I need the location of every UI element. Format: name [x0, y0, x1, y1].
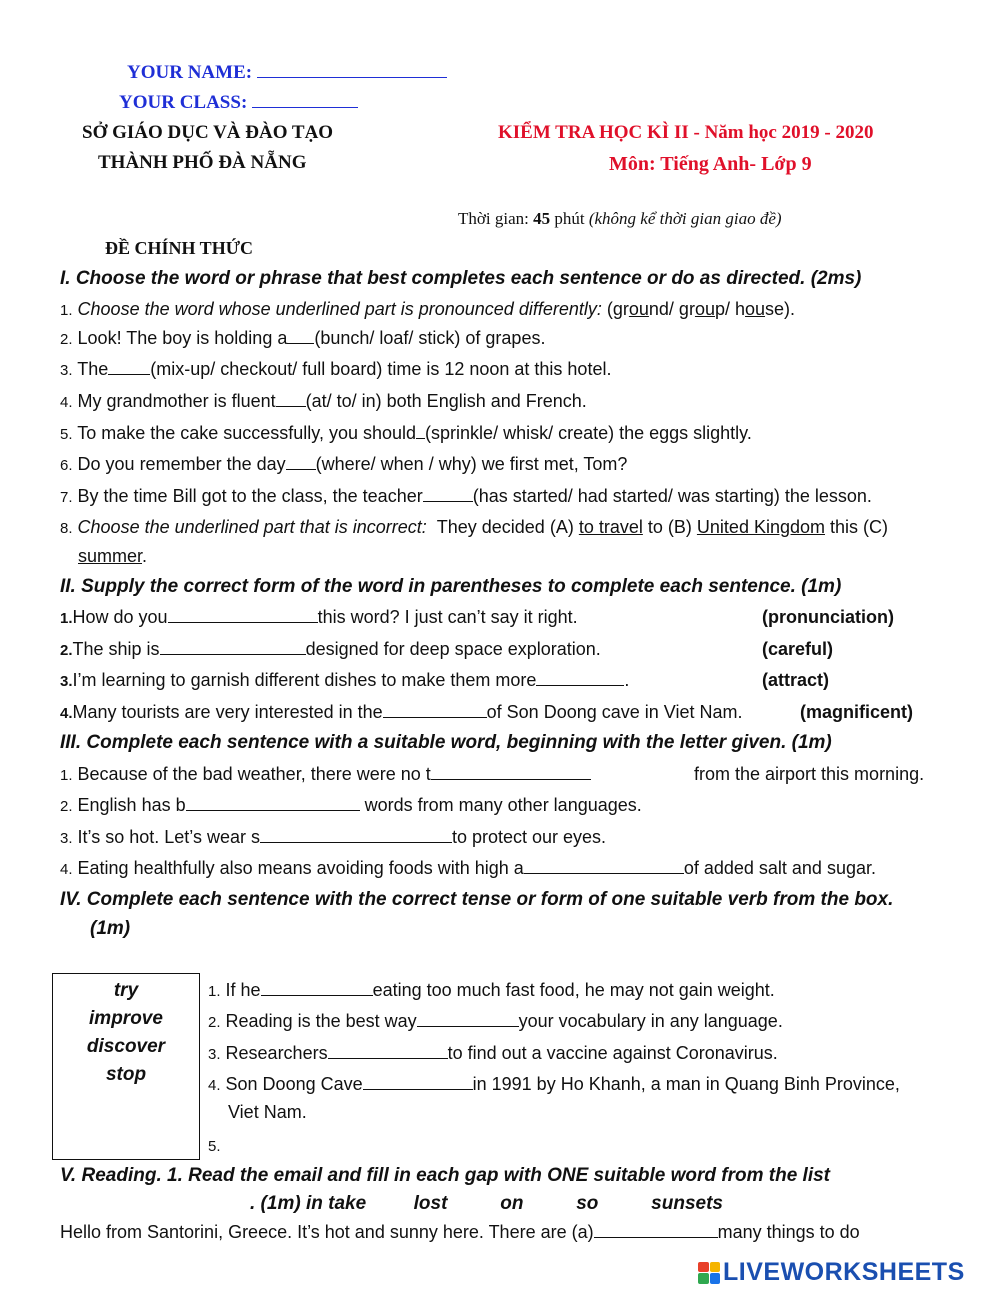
exam-subject: Môn: Tiếng Anh- Lớp 9 [609, 153, 812, 175]
reading-text: many things to do [717, 1222, 860, 1242]
s1-q7 [60, 486, 872, 507]
question-text: of Son Doong cave in Viet Nam. [486, 702, 743, 722]
answer-blank[interactable] [276, 391, 306, 407]
s4-q2 [208, 1011, 783, 1032]
instruction-text: Choose the word whose underlined part is pronounced differently: [77, 299, 602, 319]
question-text: to protect our eyes. [451, 827, 607, 847]
question-text: (has started/ had started/ was starting) the lesson. [472, 486, 872, 506]
answer-blank[interactable] [186, 795, 360, 811]
answer-blank[interactable] [328, 1043, 448, 1059]
question-number: 5. [208, 1138, 221, 1155]
question-text: to find out a vaccine against Coronavirus. [447, 1043, 778, 1063]
question-number: 3. [60, 830, 73, 847]
question-text: Researchers [225, 1043, 328, 1063]
question-text: designed for deep space exploration. [305, 639, 601, 659]
verb-box-word: improve [89, 1008, 163, 1029]
question-text: this (C) [830, 517, 889, 537]
time-note: (không kể thời gian giao đề) [588, 209, 782, 228]
exam-time [458, 209, 782, 229]
s1-q5 [60, 423, 752, 444]
question-number: 4. [208, 1077, 221, 1094]
underlined-part: summer [78, 546, 143, 566]
question-number: 1. [60, 767, 73, 784]
s2-q4-word: (magnificent) [800, 702, 914, 722]
question-text: The ship is [72, 639, 160, 659]
answer-blank[interactable] [383, 702, 487, 718]
answer-blank[interactable] [524, 858, 684, 874]
s1-q6 [60, 454, 627, 475]
question-number: 2. [60, 331, 73, 348]
s1-q1 [60, 299, 795, 320]
verb-box-word: stop [105, 1064, 147, 1085]
s1-q8-cont [78, 546, 147, 567]
question-text: It’s so hot. Let’s wear s [77, 827, 260, 847]
question-text: Many tourists are very interested in the [72, 702, 383, 722]
s2-q1-word: (pronunciation) [762, 607, 894, 627]
s3-q3 [60, 827, 606, 848]
section2-heading: II. Supply the correct form of the word in parentheses to complete each sentence. (1m) [60, 576, 842, 597]
verb-box-word: try [113, 980, 139, 1001]
question-text: this word? I just can’t say it right. [317, 607, 578, 627]
answer-blank[interactable] [594, 1222, 718, 1238]
question-text: They decided (A) [436, 517, 574, 537]
question-text: Eating healthfully also means avoiding foods with high a [77, 858, 524, 878]
official-label: ĐỀ CHÍNH THỨC [105, 238, 254, 258]
verb-box-word: discover [86, 1036, 166, 1057]
verb-box [52, 973, 200, 1160]
question-number: 2. [60, 642, 73, 659]
question-text: to (B) [647, 517, 692, 537]
department-line1: SỞ GIÁO DỤC VÀ ĐÀO TẠO [82, 122, 334, 143]
class-label: YOUR CLASS: [119, 92, 248, 113]
s2-q3 [60, 670, 629, 691]
underlined-part: ou [628, 299, 649, 319]
question-number: 2. [60, 798, 73, 815]
time-unit: phút [554, 209, 585, 228]
question-number: 6. [60, 457, 73, 474]
s4-q4-cont: Viet Nam. [228, 1102, 307, 1122]
s2-q3-word: (attract) [762, 670, 830, 690]
question-text: words from many other languages. [364, 795, 642, 815]
s4-q1 [208, 980, 775, 1001]
underlined-part: United Kingdom [696, 517, 825, 537]
question-text: Do you remember the day [77, 454, 286, 474]
s3-q4 [60, 858, 876, 879]
option-text: (gr [606, 299, 629, 319]
time-label: Thời gian: [458, 209, 529, 228]
s1-q3 [60, 359, 611, 380]
answer-blank[interactable] [417, 1011, 519, 1027]
section5-heading: V. Reading. 1. Read the email and fill in each gap with ONE suitable word from the list [60, 1165, 831, 1186]
question-text: (at/ to/ in) both English and French. [305, 391, 587, 411]
answer-blank[interactable] [261, 980, 373, 996]
s1-q4 [60, 391, 587, 412]
question-number: 7. [60, 489, 73, 506]
reading-text: Hello from Santorini, Greece. It’s hot and sunny here. There are (a) [60, 1222, 594, 1242]
question-text: Reading is the best way [225, 1011, 417, 1031]
question-number: 4. [60, 394, 73, 411]
underlined-part: to travel [578, 517, 643, 537]
s3-q1 [60, 764, 591, 785]
answer-blank[interactable] [416, 423, 425, 439]
question-text: If he [225, 980, 261, 1000]
s4-q3 [208, 1043, 778, 1064]
question-number: 1. [60, 302, 73, 319]
option-text: p/ h [714, 299, 745, 319]
answer-blank[interactable] [431, 764, 591, 780]
option-text: nd/ gr [648, 299, 695, 319]
name-label: YOUR NAME: [127, 62, 253, 83]
question-number: 3. [60, 673, 73, 690]
question-text: English has b [77, 795, 186, 815]
section4-heading-cont: (1m) [90, 918, 131, 939]
section1-heading: I. Choose the word or phrase that best completes each sentence or do as directed. (2ms) [60, 268, 862, 289]
question-number: 8. [60, 520, 73, 537]
question-text: (where/ when / why) we first met, Tom? [315, 454, 628, 474]
question-text: How do you [72, 607, 168, 627]
class-blank[interactable] [252, 92, 358, 108]
s4-q4 [208, 1074, 900, 1095]
section5-word-list: . (1m) in take lost on so sunsets [250, 1193, 723, 1214]
liveworksheets-logo [698, 1258, 965, 1287]
s3-q2 [60, 795, 642, 816]
s1-q2 [60, 328, 545, 349]
answer-blank[interactable] [108, 359, 150, 375]
answer-blank[interactable] [363, 1074, 473, 1090]
answer-blank[interactable] [287, 328, 314, 344]
s3-q1-end: from the airport this morning. [694, 764, 925, 784]
question-number: 1. [208, 983, 221, 1000]
exam-title: KIỂM TRA HỌC KÌ II - Năm học 2019 - 2020 [498, 122, 874, 143]
section4-heading: IV. Complete each sentence with the correct tense or form of one suitable verb from the box. [60, 889, 894, 910]
question-text: your vocabulary in any language. [518, 1011, 783, 1031]
question-text: The [77, 359, 109, 379]
s4-q5 [208, 1135, 221, 1156]
s2-q1 [60, 607, 578, 628]
question-text: I’m learning to garnish different dishes to make them more [72, 670, 537, 690]
question-text: of added salt and sugar. [683, 858, 876, 878]
s5-text [60, 1222, 860, 1243]
question-number: 3. [208, 1046, 221, 1063]
question-text: Look! The boy is holding a [77, 328, 288, 348]
question-text: Son Doong Cave [225, 1074, 363, 1094]
underlined-part: ou [745, 299, 766, 319]
question-number: 2. [208, 1014, 221, 1031]
question-text: eating too much fast food, he may not gain weight. [372, 980, 775, 1000]
class-label-row [119, 92, 358, 114]
question-number: 4. [60, 705, 73, 722]
question-number: 4. [60, 861, 73, 878]
answer-blank[interactable] [160, 639, 306, 655]
name-label-row [127, 62, 447, 84]
question-number: 3. [60, 362, 73, 379]
question-text: To make the cake successfully, you should [77, 423, 417, 443]
answer-blank[interactable] [260, 827, 452, 843]
s1-q8 [60, 517, 888, 538]
time-value: 45 [533, 209, 551, 228]
question-number: 5. [60, 426, 73, 443]
s2-q2-word: (careful) [762, 639, 834, 659]
s2-q4 [60, 702, 742, 723]
department-line2: THÀNH PHỐ ĐÀ NẴNG [98, 152, 307, 173]
question-text: (mix-up/ checkout/ full board) time is 12 noon at this hotel. [150, 359, 612, 379]
question-text: By the time Bill got to the class, the teacher [77, 486, 423, 506]
name-blank[interactable] [257, 62, 447, 78]
instruction-text: Choose the underlined part that is incorrect: [77, 517, 427, 537]
question-text: Because of the bad weather, there were no t [77, 764, 431, 784]
underlined-part: ou [694, 299, 715, 319]
answer-blank[interactable] [536, 670, 624, 686]
answer-blank[interactable] [423, 486, 473, 502]
question-number: 1. [60, 610, 73, 627]
logo-text: LIVEWORKSHEETS [723, 1258, 965, 1286]
question-text: in 1991 by Ho Khanh, a man in Quang Binh Province, [472, 1074, 900, 1094]
question-text: . [142, 546, 148, 566]
question-text: (bunch/ loaf/ stick) of grapes. [314, 328, 546, 348]
s2-q2 [60, 639, 601, 660]
section3-heading: III. Complete each sentence with a suitable word, beginning with the letter given. (1m) [60, 732, 832, 753]
question-text: . [624, 670, 630, 690]
answer-blank[interactable] [286, 454, 316, 470]
question-text: My grandmother is fluent [77, 391, 276, 411]
logo-icon [698, 1262, 720, 1284]
question-text: (sprinkle/ whisk/ create) the eggs slightly. [425, 423, 752, 443]
answer-blank[interactable] [168, 607, 318, 623]
option-text: se). [765, 299, 796, 319]
